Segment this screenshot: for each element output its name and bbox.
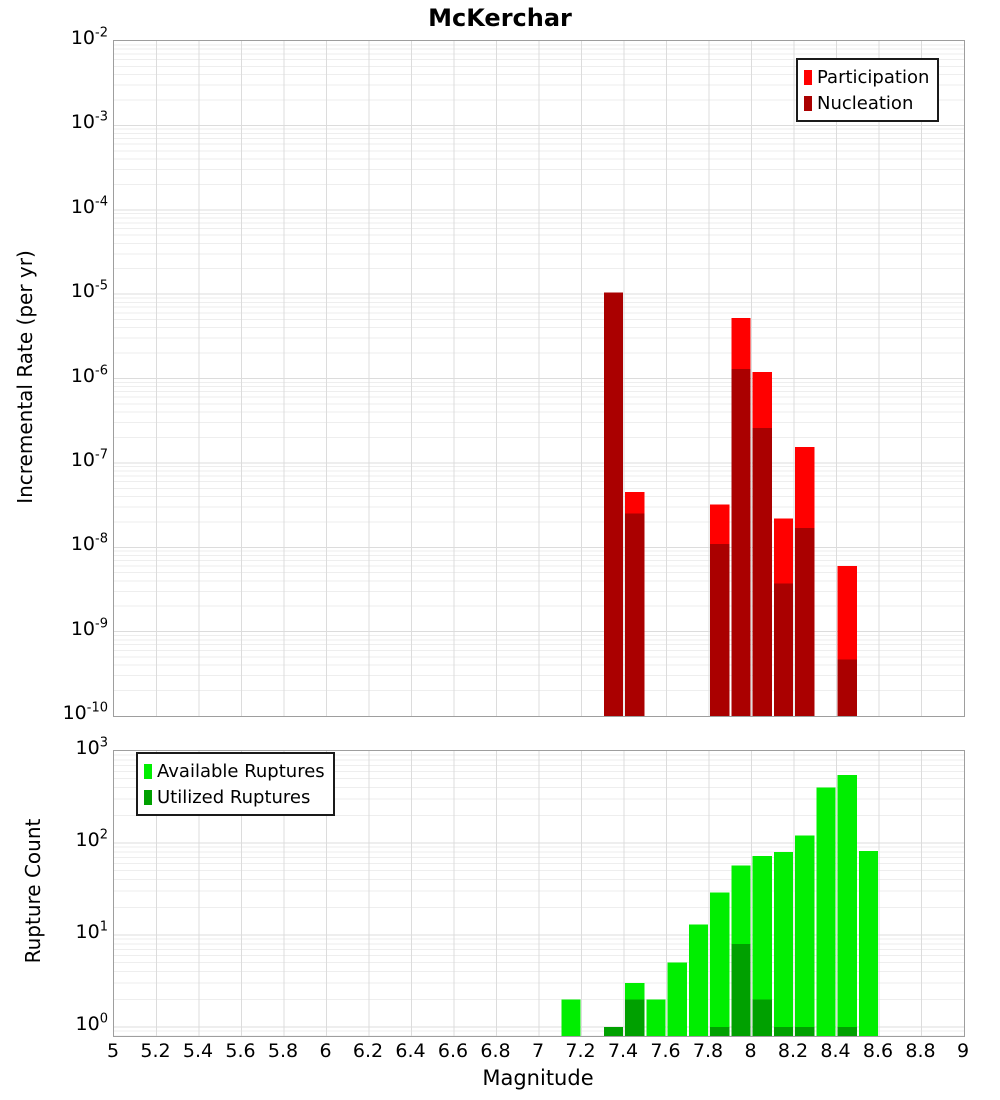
x-tick-label: 8 <box>744 1040 757 1062</box>
y-tick-label: $10^{-4}$ <box>70 194 108 218</box>
utilized-bar <box>795 1027 814 1036</box>
nucleation-bar <box>795 528 814 716</box>
x-axis-title: Magnitude <box>482 1066 594 1090</box>
utilized-legend-label: Utilized Ruptures <box>157 786 311 808</box>
nucleation-bar <box>625 514 644 716</box>
x-tick-label: 7.8 <box>692 1040 724 1062</box>
y-tick-label: $10^{-6}$ <box>70 363 108 387</box>
legend-item-utilized <box>144 784 325 810</box>
y-tick-label: $10^{-10}$ <box>62 700 108 724</box>
y-tick-label: $10^{-5}$ <box>70 278 108 303</box>
utilized-bar <box>774 1027 793 1036</box>
chart-title: McKerchar <box>428 4 572 32</box>
available-bar <box>859 851 878 1036</box>
x-tick-label: 5.2 <box>140 1040 171 1062</box>
x-tick-label: 8.8 <box>905 1040 936 1062</box>
x-tick-label: 5 <box>106 1040 120 1062</box>
incremental-rate-plot <box>114 41 964 716</box>
available-bar <box>710 892 729 1036</box>
y-tick-label: $10^2$ <box>75 827 108 851</box>
x-tick-label: 7.4 <box>607 1040 639 1062</box>
x-tick-label: 6.2 <box>352 1040 384 1062</box>
nucleation-bar <box>731 369 750 716</box>
legend-item-participation <box>804 64 929 90</box>
legend-item-nucleation <box>804 90 929 116</box>
nucleation-swatch-icon <box>804 96 812 111</box>
nucleation-bar <box>604 292 623 716</box>
available-bar <box>795 836 814 1036</box>
utilized-bar <box>625 999 644 1036</box>
x-tick-label: 6.8 <box>480 1040 511 1062</box>
x-tick-label: 9 <box>956 1040 970 1062</box>
y-tick-label: $10^{-7}$ <box>70 447 108 471</box>
available-bar <box>774 852 793 1036</box>
available-bar <box>668 963 687 1036</box>
x-tick-label: 6.6 <box>437 1040 469 1062</box>
available-legend-label: Available Ruptures <box>157 760 325 782</box>
legend-item-available <box>144 758 325 784</box>
participation-swatch-icon <box>804 70 812 85</box>
x-tick-label: 8.4 <box>820 1040 851 1062</box>
rate-legend <box>796 58 939 122</box>
y-tick-label: $10^{-9}$ <box>70 616 108 640</box>
x-tick-label: 8.2 <box>777 1040 809 1062</box>
utilized-bar <box>731 944 750 1036</box>
nucleation-bar <box>753 428 772 716</box>
nucleation-bar <box>710 544 729 716</box>
incremental-rate-panel <box>113 40 965 717</box>
utilized-bar <box>838 1027 857 1036</box>
x-tick-label: 7.6 <box>650 1040 681 1062</box>
utilized-bar <box>710 1027 729 1036</box>
x-tick-label: 7 <box>531 1040 545 1062</box>
utilized-swatch-icon <box>144 790 152 805</box>
available-bar <box>816 788 835 1036</box>
y-tick-label: $10^3$ <box>75 735 108 759</box>
available-bar <box>838 775 857 1036</box>
rupture-legend <box>136 752 335 816</box>
y-tick-label: $10^{-2}$ <box>70 25 108 49</box>
x-tick-label: 5.8 <box>267 1040 299 1062</box>
x-tick-label: 5.6 <box>225 1040 256 1062</box>
x-tick-label: 8.6 <box>862 1040 894 1062</box>
top-y-axis-title: Incremental Rate (per yr) <box>13 250 37 504</box>
participation-legend-label: Participation <box>817 66 930 88</box>
available-bar <box>561 999 580 1036</box>
y-tick-label: $10^1$ <box>75 919 108 943</box>
bottom-y-axis-title: Rupture Count <box>21 818 45 964</box>
x-tick-label: 6.4 <box>395 1040 426 1062</box>
available-bar <box>646 999 665 1036</box>
available-swatch-icon <box>144 764 152 779</box>
x-tick-label: 6 <box>319 1040 332 1062</box>
utilized-bar <box>753 999 772 1036</box>
x-tick-label: 7.2 <box>565 1040 596 1062</box>
nucleation-bar <box>838 659 857 716</box>
x-tick-label: 5.4 <box>182 1040 214 1062</box>
y-tick-label: $10^0$ <box>75 1011 108 1035</box>
nucleation-legend-label: Nucleation <box>817 92 914 114</box>
nucleation-bar <box>774 584 793 716</box>
utilized-bar <box>604 1027 623 1036</box>
available-bar <box>689 925 708 1036</box>
y-tick-label: $10^{-8}$ <box>70 531 108 556</box>
y-tick-label: $10^{-3}$ <box>70 110 108 134</box>
